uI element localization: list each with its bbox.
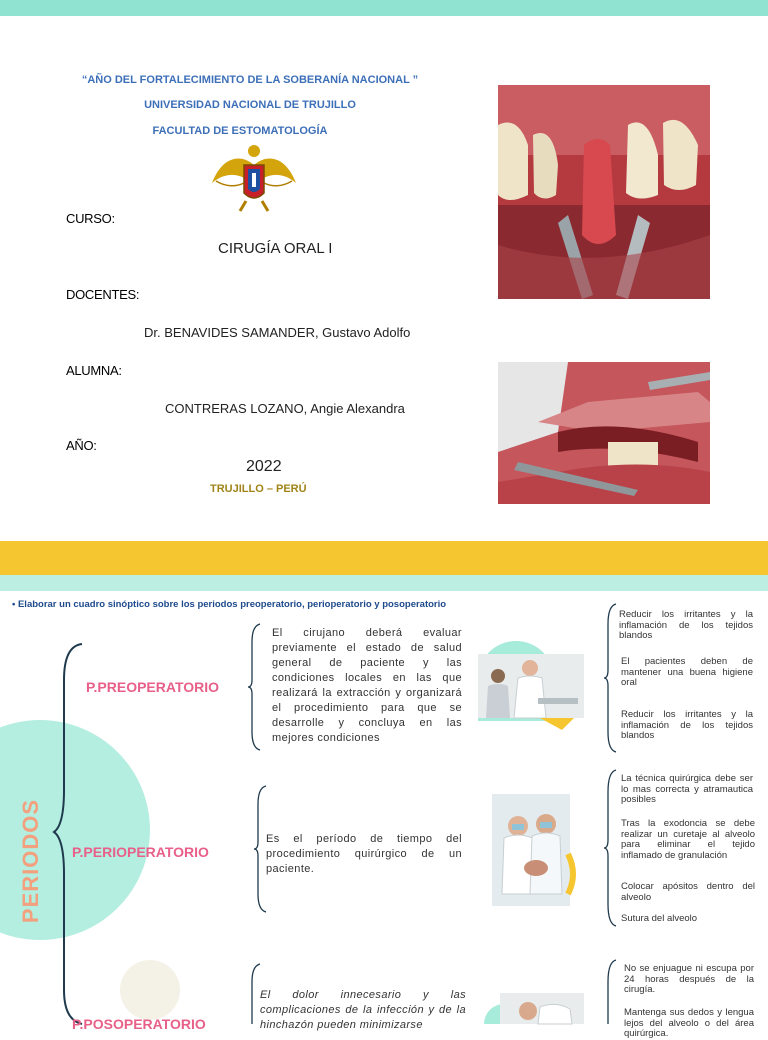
top-accent-bar (0, 0, 768, 16)
bullet-perioperatorio-2: Tras la exodoncia se debe realizar un curetaje al alveolo para eliminar el tejido inflamado de granulación (621, 818, 755, 861)
student-label: ALUMNA: (66, 363, 122, 378)
bullet-brace-posoperatorio (604, 958, 618, 1024)
extraction-photo-1 (498, 85, 710, 299)
course-label: CURSO: (66, 211, 115, 226)
periods-side-label: PERIODOS (18, 798, 43, 924)
extraction-photo-2 (498, 362, 710, 504)
dental-surgery-photo (492, 794, 576, 910)
bullet-posoperatorio-2: Mantenga sus dedos y lengua lejos del alveolo o del área quirúrgica. (624, 1007, 754, 1039)
year-label: AÑO: (66, 438, 97, 453)
teal-divider-band (0, 575, 768, 591)
bullet-preoperatorio-2: El pacientes deben de mantener una buena higiene oral (621, 656, 753, 688)
bullet-brace-perioperatorio (604, 768, 618, 928)
course-name: CIRUGÍA ORAL I (218, 240, 333, 257)
decorative-dot (120, 960, 180, 1020)
student-name: CONTRERAS LOZANO, Angie Alexandra (165, 401, 405, 416)
period-label-preoperatorio: P.PREOPERATORIO (86, 679, 220, 695)
place: TRUJILLO – PERÚ (210, 483, 307, 495)
bullet-preoperatorio-1: Reducir los irritantes y la inflamación de los tejidos blandos (619, 609, 753, 641)
bullet-perioperatorio-1: La técnica quirúrgica debe ser lo mas correcta y atramautica posibles (621, 773, 753, 805)
teacher-name: Dr. BENAVIDES SAMANDER, Gustavo Adolfo (144, 325, 411, 340)
teachers-label: DOCENTES: (66, 287, 140, 302)
period-label-posoperatorio: P.POSOPERATORIO (72, 1016, 206, 1032)
period-label-perioperatorio: P.PERIOPERATORIO (72, 844, 209, 860)
doctor-consultation-photo (478, 654, 584, 730)
description-perioperatorio: Es el período de tiempo del procedimiento quirúrgico de un paciente. (266, 833, 462, 875)
motto: “AÑO DEL FORTALECIMIENTO DE LA SOBERANÍA NACIONAL ” (81, 74, 419, 86)
faculty-name: FACULTAD DE ESTOMATOLOGÍA (152, 125, 328, 137)
bullet-preoperatorio-3: Reducir los irritantes y la inflamación de los tejidos blandos (621, 709, 753, 741)
description-posoperatorio: El dolor innecesario y las complicaciones de la infección y de la hinchazón pueden minimizarse (260, 989, 466, 1031)
synoptic-title: • Elaborar un cuadro sinóptico sobre los periodos preoperatorio, perioperatorio y posoperatorio (12, 599, 447, 610)
post-op-photo (500, 993, 584, 1024)
bullet-perioperatorio-4: Sutura del alveolo (621, 913, 698, 924)
year-value: 2022 (246, 458, 282, 475)
university-name: UNIVERSIDAD NACIONAL DE TRUJILLO (144, 99, 356, 111)
brace-preoperatorio (248, 622, 262, 752)
bullet-brace-preoperatorio (604, 602, 618, 754)
main-brace (54, 640, 84, 1024)
university-crest-icon (210, 143, 298, 213)
bullet-posoperatorio-1: No se enjuague ni escupa por 24 horas después de la cirugía. (624, 963, 754, 995)
bullet-perioperatorio-3: Colocar apósitos dentro del alveolo (621, 881, 755, 903)
description-preoperatorio: El cirujano deberá evaluar previamente el estado de salud general de paciente y las condiciones locales en las que realizará la extracción y organizará el procedimiento para que se desarrolle y concluya en las mejores condiciones (272, 627, 462, 744)
yellow-divider-band (0, 541, 768, 575)
